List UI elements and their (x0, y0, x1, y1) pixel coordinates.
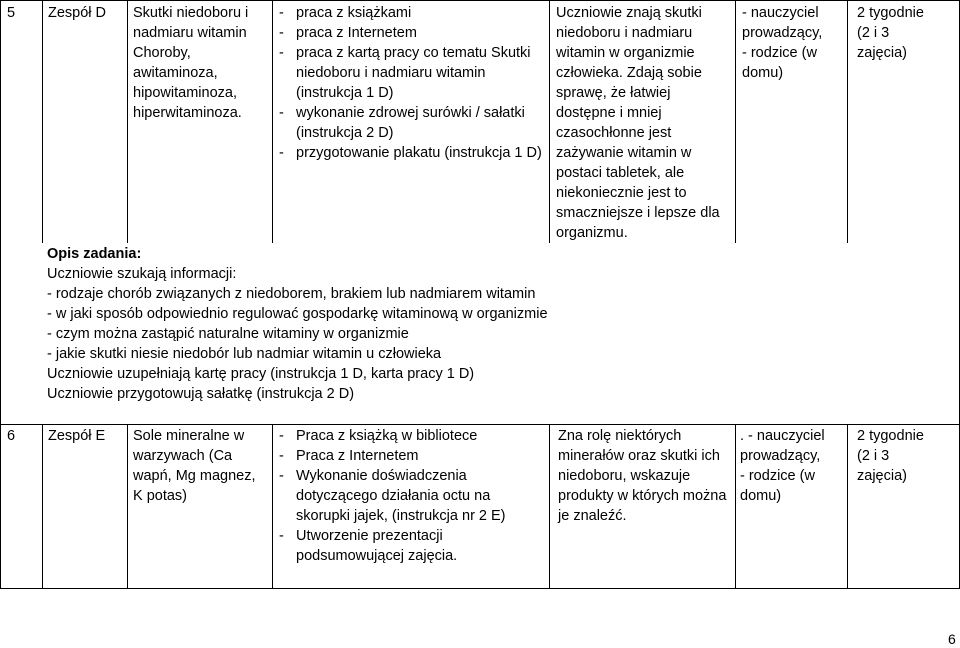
topic-line: nadmiaru witamin (133, 25, 247, 41)
task-line: wykonanie zdrowej surówki / sałatki (296, 105, 525, 121)
outcome-line: produkty w których można (558, 488, 727, 504)
duration-line: (2 i 3 (857, 25, 890, 41)
outcome-line: postaci tabletek, ale (556, 165, 685, 181)
topic-line: warzywach (Ca (133, 448, 233, 464)
topic-line: hiperwitaminoza. (133, 105, 242, 121)
row-number: 6 (7, 428, 16, 444)
responsible-line: domu) (742, 65, 784, 81)
task-item: - przygotowanie plakatu (instrukcja 1 D) (279, 145, 542, 161)
outcome-line: Zna rolę niektórych (558, 428, 682, 444)
task-item: - Praca z książką w bibliotece (279, 428, 478, 444)
description-line: Uczniowie przygotowują sałatkę (instrukcja 2 D) (47, 386, 355, 402)
outcome-line: człowieka. Zdają sobie (556, 65, 702, 81)
duration-cell (857, 426, 924, 486)
task-item: - praca z kartą pracy co tematu Skutki niedoboru i nadmiaru witamin (instrukcja 1 D) (279, 45, 531, 101)
description-line: Uczniowie szukają informacji: (47, 266, 237, 282)
col-border (272, 424, 273, 589)
outcome-line: witamin w organizmie (556, 45, 695, 61)
outcomes-cell (558, 426, 726, 526)
responsible-line: prowadzący, (740, 448, 821, 464)
task-line: (instrukcja 1 D) (296, 85, 394, 101)
col-border (847, 0, 848, 243)
task-line: niedoboru i nadmiaru witamin (296, 65, 486, 81)
col-border-left (0, 0, 1, 589)
col-border (42, 424, 43, 589)
duration-cell (857, 3, 924, 63)
task-line: skorupki jajek, (instrukcja nr 2 E) (296, 508, 506, 524)
topic-line: Choroby, (133, 45, 191, 61)
task-line: dotyczącego działania octu na (296, 488, 491, 504)
task-item: - praca z Internetem (279, 25, 417, 41)
responsible-cell (740, 426, 825, 506)
task-item: - wykonanie zdrowej surówki / sałatki (instrukcja 2 D) (279, 105, 525, 141)
task-line: podsumowującej zajęcia. (296, 548, 458, 564)
duration-line: (2 i 3 (857, 448, 890, 464)
topic-cell (133, 426, 256, 506)
task-line: (instrukcja 2 D) (296, 125, 394, 141)
page-number: 6 (948, 631, 956, 647)
task-line: praca z kartą pracy co tematu Skutki (296, 45, 531, 61)
outcome-line: niekoniecznie jest to (556, 185, 687, 201)
task-description (47, 244, 548, 404)
outcome-line: niedoboru i nadmiaru (556, 25, 693, 41)
col-border (847, 424, 848, 589)
duration-line: 2 tygodnie (857, 5, 924, 21)
col-border (549, 0, 550, 243)
task-item: - Wykonanie doświadczenia dotyczącego działania octu na skorupki jajek, (instrukcja nr 2 E) (279, 468, 506, 524)
task-line: Wykonanie doświadczenia (296, 468, 467, 484)
description-line: - czym można zastąpić naturalne witaminy w organizmie (47, 326, 409, 342)
duration-line: 2 tygodnie (857, 428, 924, 444)
task-line: Praca z książką w bibliotece (296, 428, 478, 444)
responsible-line: prowadzący, (742, 25, 823, 41)
topic-line: wapń, Mg magnez, (133, 468, 256, 484)
topic-line: Skutki niedoboru i (133, 5, 249, 21)
outcome-line: zażywanie witamin w (556, 145, 692, 161)
task-item: - Utworzenie prezentacji podsumowującej zajęcia. (279, 528, 458, 564)
row-divider (0, 424, 960, 425)
col-border (735, 424, 736, 589)
team-name: Zespół E (48, 428, 106, 444)
task-line: Utworzenie prezentacji (296, 528, 443, 544)
col-border (549, 424, 550, 589)
outcome-line: niedoboru, wskazuje (558, 468, 691, 484)
task-item: - praca z książkami (279, 5, 412, 21)
table-top-border (0, 0, 960, 1)
task-line: Praca z Internetem (296, 448, 419, 464)
tasks-cell (279, 426, 506, 566)
outcome-line: sprawę, że łatwiej (556, 85, 671, 101)
tasks-cell (279, 3, 542, 163)
outcomes-cell (556, 3, 720, 243)
col-border (272, 0, 273, 243)
outcome-line: Uczniowie znają skutki (556, 5, 702, 21)
responsible-cell (742, 3, 822, 83)
responsible-line: - rodzice (w (742, 45, 817, 61)
outcome-line: smaczniejsze i lepsze dla (556, 205, 720, 221)
topic-line: K potas) (133, 488, 187, 504)
col-border (42, 0, 43, 243)
description-line: Uczniowie uzupełniają kartę pracy (instrukcja 1 D, karta pracy 1 D) (47, 366, 475, 382)
topic-line: Sole mineralne w (133, 428, 245, 444)
responsible-line: - nauczyciel (742, 5, 819, 21)
duration-line: zajęcia) (857, 468, 907, 484)
outcome-line: organizmu. (556, 225, 628, 241)
col-border (127, 0, 128, 243)
responsible-line: domu) (740, 488, 782, 504)
responsible-line: - rodzice (w (740, 468, 815, 484)
outcome-line: je znaleźć. (558, 508, 627, 524)
task-item: - Praca z Internetem (279, 448, 419, 464)
description-title: Opis zadania: (47, 246, 142, 262)
task-line: praca z książkami (296, 5, 412, 21)
task-line: praca z Internetem (296, 25, 417, 41)
topic-line: hipowitaminoza, (133, 85, 237, 101)
col-border (735, 0, 736, 243)
description-line: - w jaki sposób odpowiednio regulować gospodarkę witaminową w organizmie (47, 306, 548, 322)
outcome-line: czasochłonne jest (556, 125, 672, 141)
description-line: - jakie skutki niesie niedobór lub nadmiar witamin u człowieka (47, 346, 442, 362)
row-number: 5 (7, 5, 16, 21)
table-bottom-border (0, 588, 960, 589)
outcome-line: minerałów oraz skutki ich (558, 448, 720, 464)
description-line: - rodzaje chorób związanych z niedoborem, brakiem lub nadmiarem witamin (47, 286, 536, 302)
team-name: Zespół D (48, 5, 107, 21)
topic-cell (133, 3, 248, 123)
task-line: przygotowanie plakatu (instrukcja 1 D) (296, 145, 542, 161)
responsible-line: . - nauczyciel (740, 428, 825, 444)
col-border (127, 424, 128, 589)
duration-line: zajęcia) (857, 45, 907, 61)
outcome-line: dostępne i mniej (556, 105, 662, 121)
topic-line: awitaminoza, (133, 65, 218, 81)
